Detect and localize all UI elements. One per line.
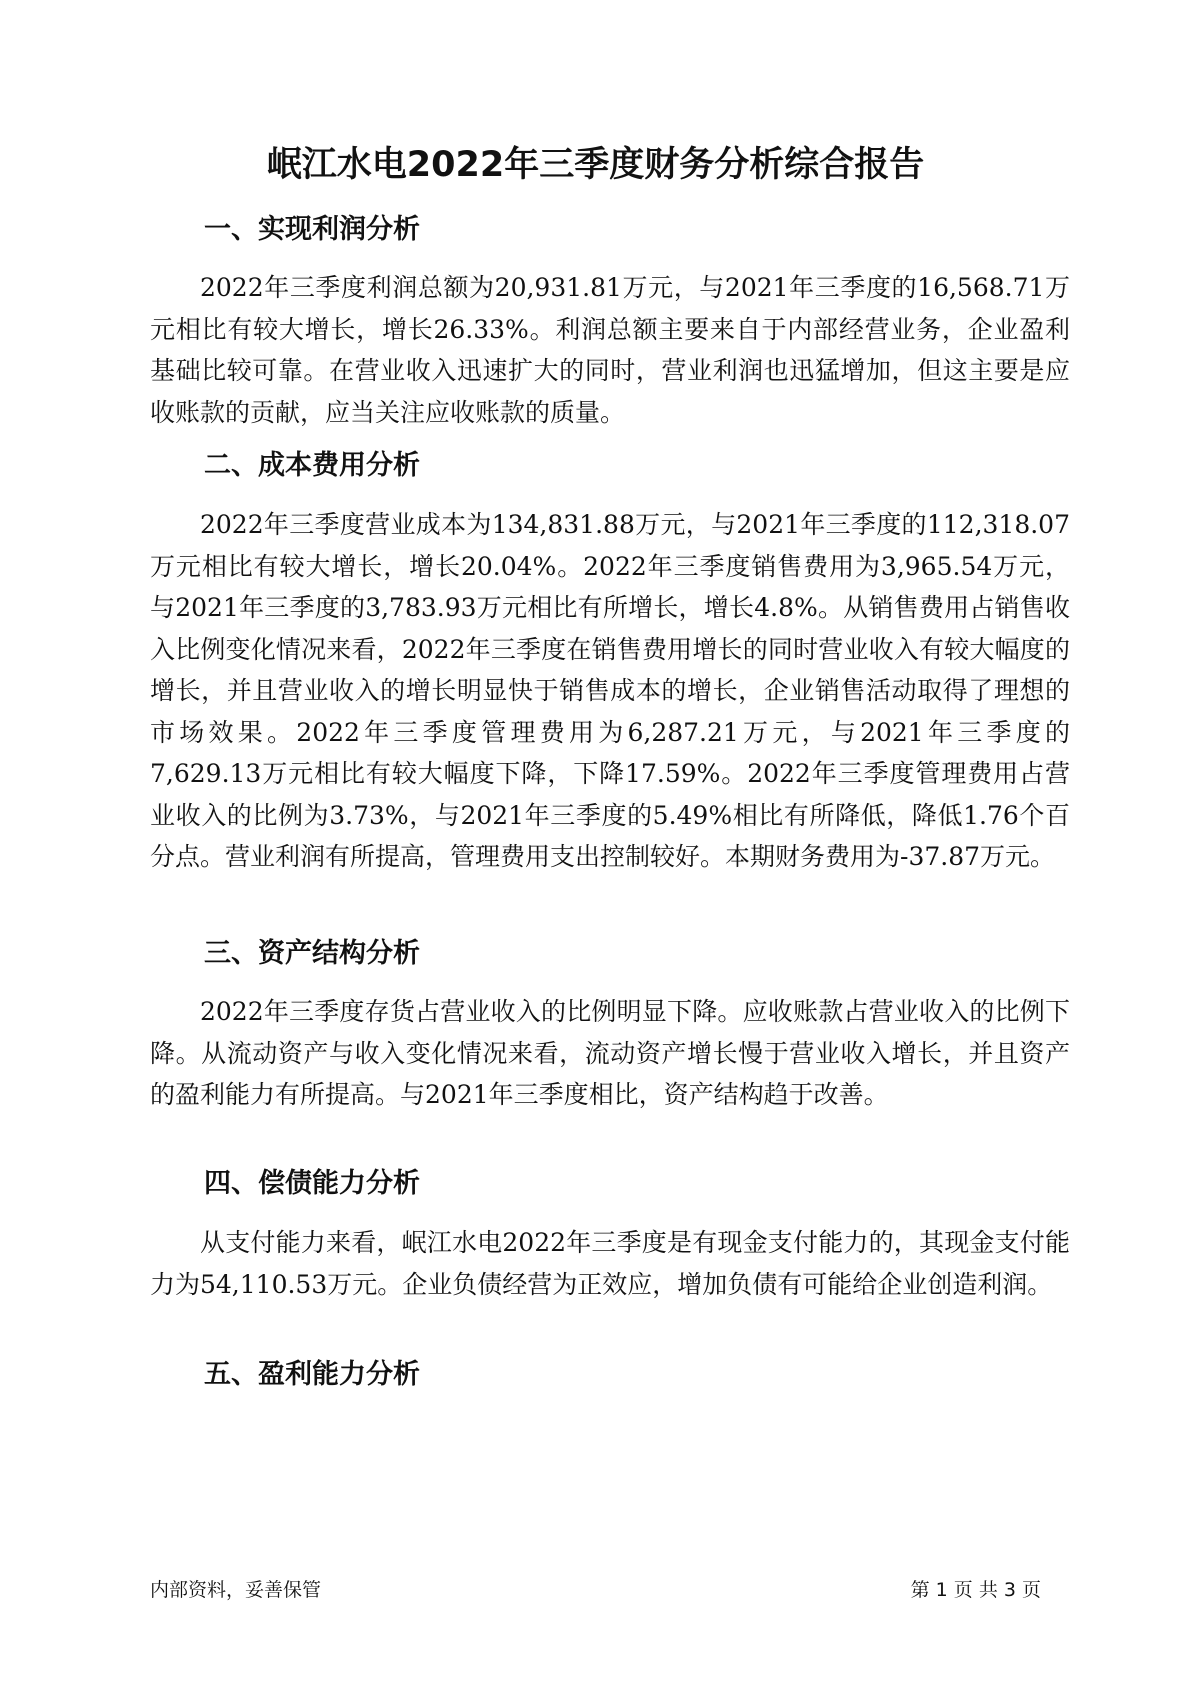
section-heading-solvency: 四、偿债能力分析: [204, 1168, 420, 1199]
document-title: 岷江水电2022年三季度财务分析综合报告: [266, 145, 925, 185]
section-body-profit: 2022年三季度利润总额为20,931.81万元，与2021年三季度的16,568.71万元相比有较大增长，增长26.33%。利润总额主要来自于内部经营业务，企业盈利基础比较可靠。在营业收入迅速扩大的同时，营业利润也迅猛增加，但这主要是应收账款的贡献，应当关注应收账款的质量。: [150, 273, 1070, 427]
footer-page-number: 第 1 页 共 3 页: [910, 1579, 1041, 1601]
section-heading-profit: 一、实现利润分析: [204, 214, 420, 245]
section-heading-cost: 二、成本费用分析: [204, 450, 420, 481]
footer-confidential-note: 内部资料，妥善保管: [150, 1579, 322, 1601]
section-heading-assets: 三、资产结构分析: [204, 938, 420, 969]
section-body-cost: 2022年三季度营业成本为134,831.88万元，与2021年三季度的112,318.07万元相比有较大增长，增长20.04%。2022年三季度销售费用为3,965.54万元，与2021年三季度的3,783.93万元相比有所增长，增长4.8%。从销售费用占销售收入比例变化情况来看，2022年三季度在销售费用增长的同时营业收入有较大幅度的增长，并且营业收入的增长明显快于销售成本的增长，企业销售活动取得了理想的市场效果。2022年三季度管理费用为6,287.21万元，与2021年三季度的7,629.13万元相比有较大幅度下降，下降17.59%。2022年三季度管理费用占营业收入的比例为3.73%，与2021年三季度的5.49%相比有所降低，降低1.76个百分点。营业利润有所提高，管理费用支出控制较好。本期财务费用为-37.87万元。: [150, 510, 1070, 871]
section-body-assets: 2022年三季度存货占营业收入的比例明显下降。应收账款占营业收入的比例下降。从流动资产与收入变化情况来看，流动资产增长慢于营业收入增长，并且资产的盈利能力有所提高。与2021年三季度相比，资产结构趋于改善。: [150, 997, 1070, 1109]
section-body-solvency: 从支付能力来看，岷江水电2022年三季度是有现金支付能力的，其现金支付能力为54,110.53万元。企业负债经营为正效应，增加负债有可能给企业创造利润。: [150, 1228, 1070, 1299]
section-heading-profitability: 五、盈利能力分析: [204, 1359, 420, 1390]
